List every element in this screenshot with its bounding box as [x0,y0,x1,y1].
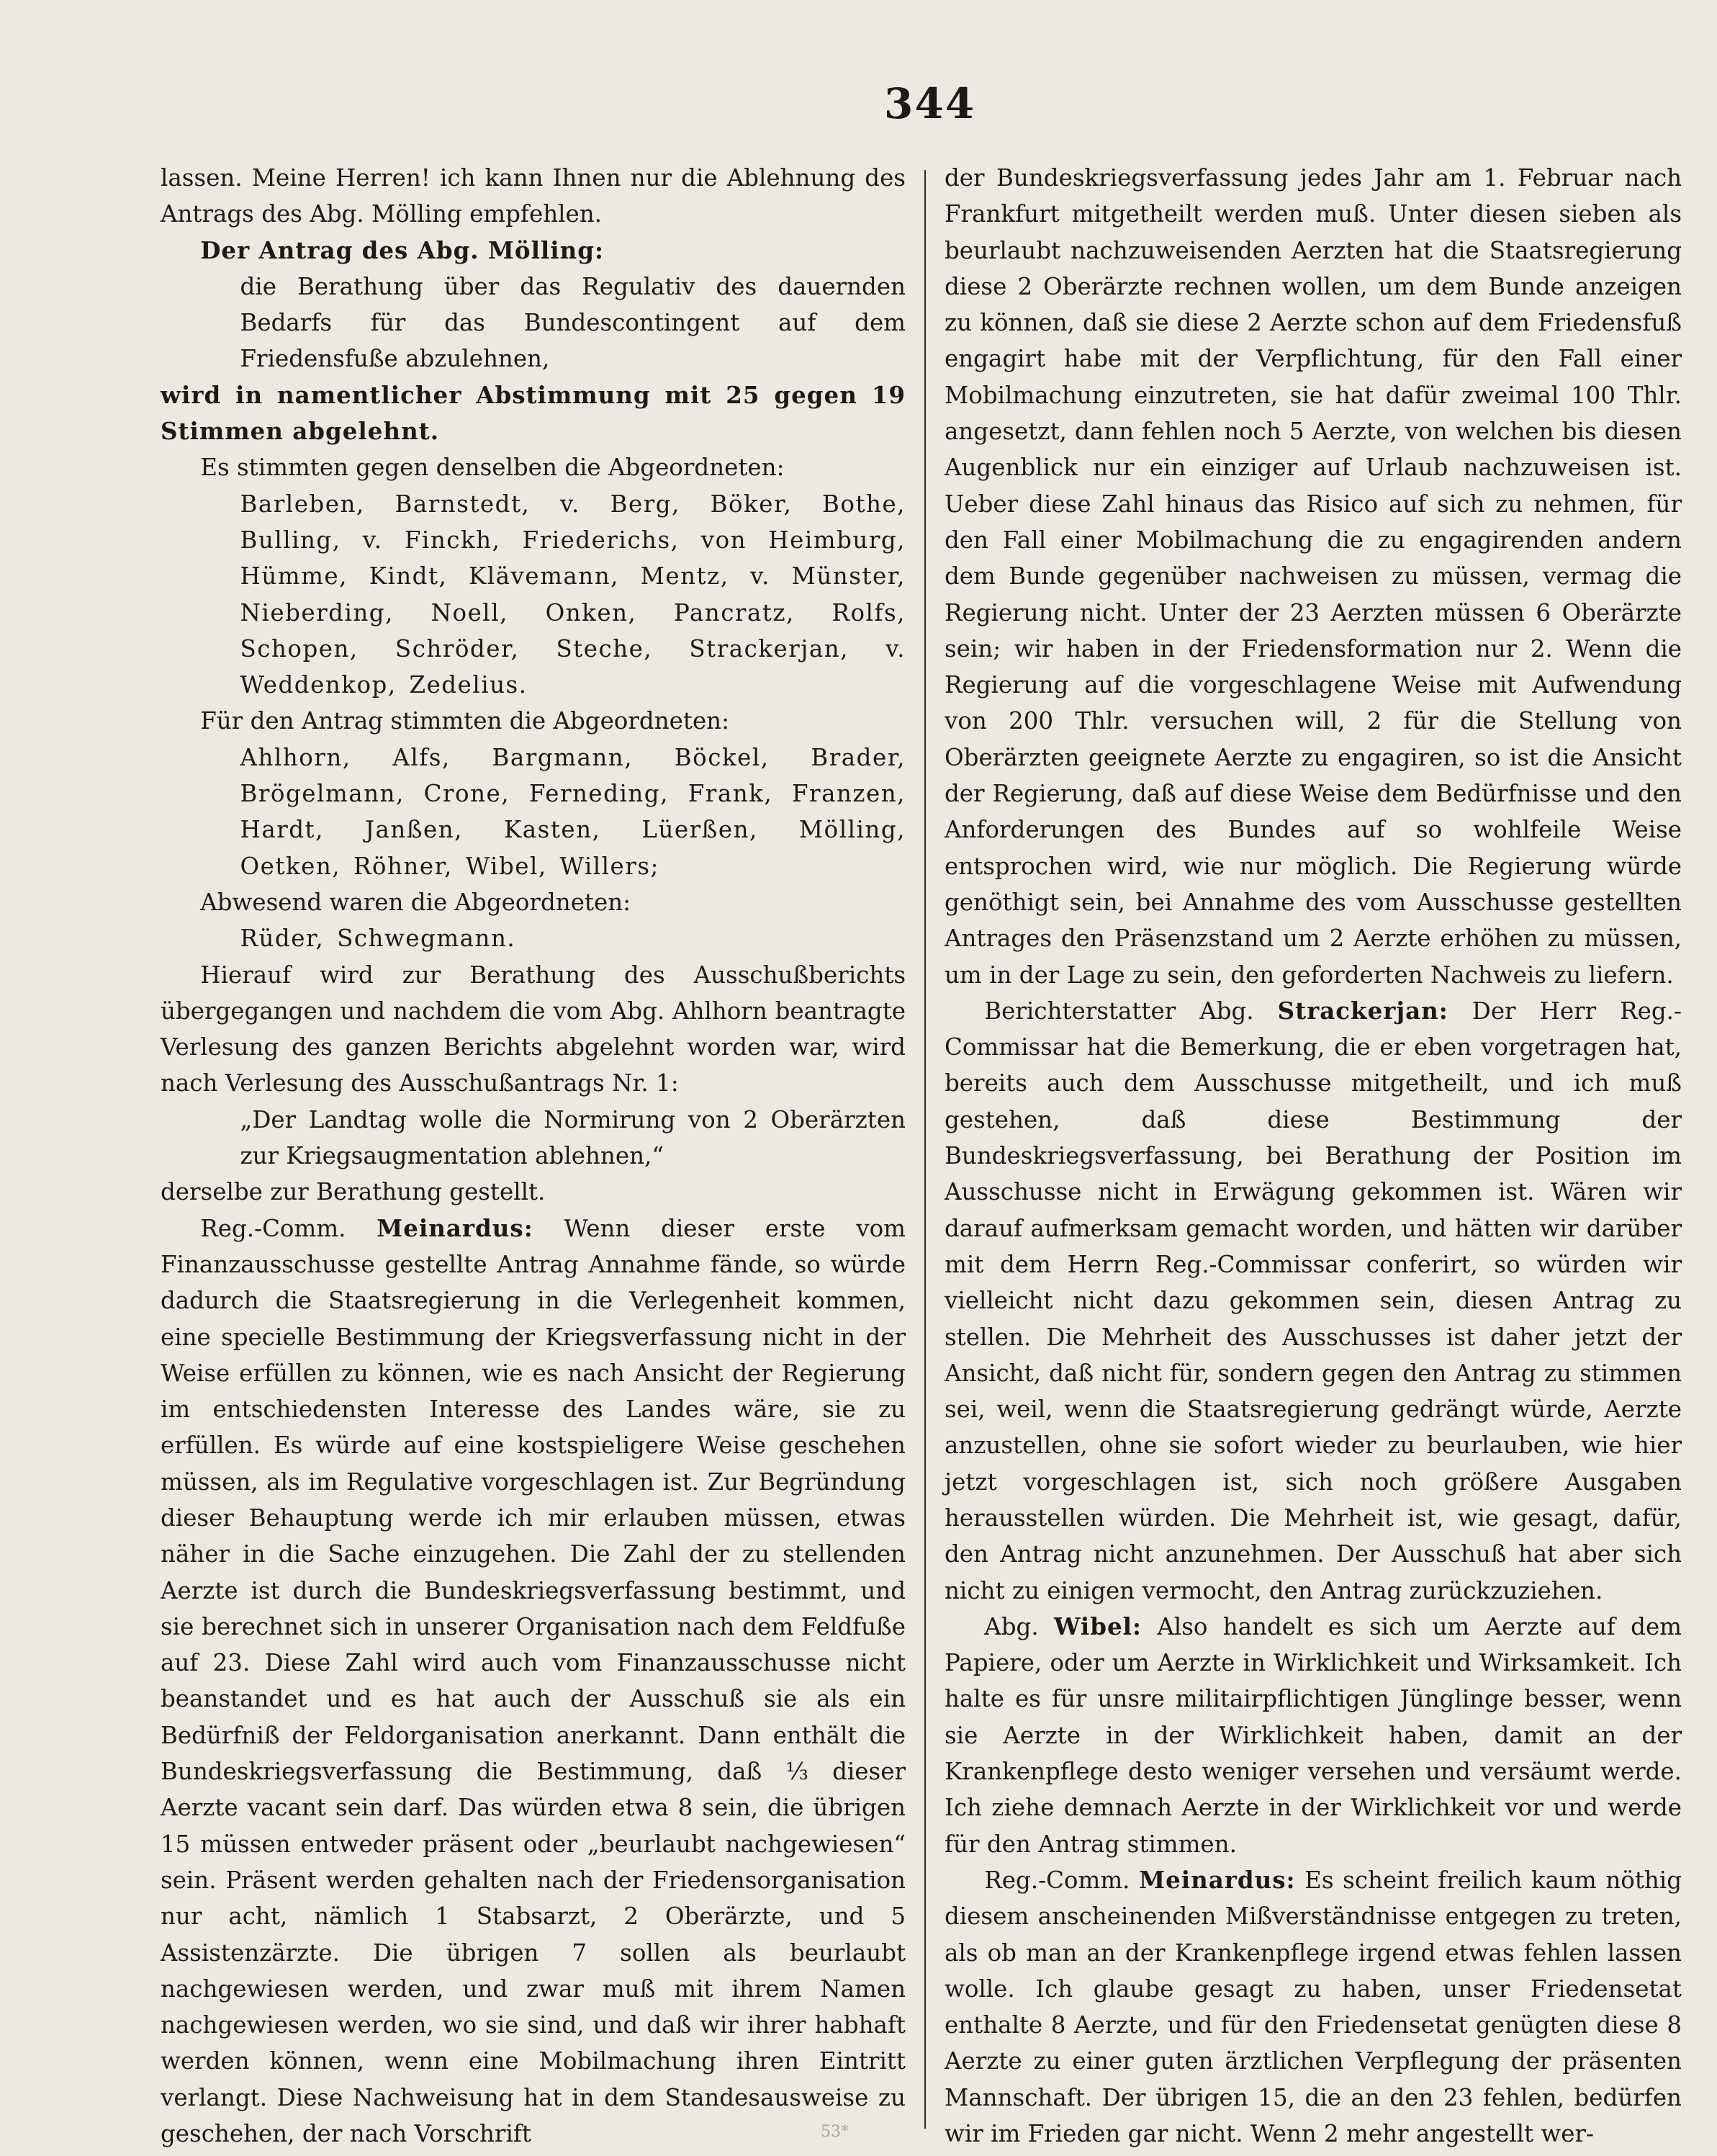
paragraph: Hierauf wird zur Berathung des Ausschußberichts übergegangen und nachdem die vom Abg. Ahlhorn beantragte Verlesung des ganzen Berichts abgelehnt worden war, wird nach Verlesung des Ausschußantrags Nr. 1: [161,961,906,1097]
names-against: Barleben, Barnstedt, v. Berg, Böker, Bothe, Bulling, v. Finckh, Friederichs, von Heimburg, Hümme, Kindt, Klävemann, Mentz, v. Münster, Nieberding, Noell, Onken, Pancratz, Rolfs, Schopen, Schröder, Steche, Strackerjan, v. Weddenkop, Zedelius. [240,490,906,699]
vote-heading-against: Es stimmten gegen denselben die Abgeordneten: [200,454,785,482]
paragraph: derselbe zur Berathung gestellt. [161,1178,546,1206]
speaker-prefix: Berichterstatter Abg. [984,997,1254,1025]
signature-mark: 53* [821,2123,849,2141]
speech [161,1210,906,2152]
left-column [161,160,906,2152]
speaker-name: Wibel: [1053,1612,1143,1640]
speaker-prefix: Reg.-Comm. [984,1866,1130,1894]
speech-text: Es scheint freilich kaum nöthig diesem anscheinenden Mißverständnisse entgegen zu treten, als ob man an der Krankenpflege irgend etwas fehlen lassen wolle. Ich glaube gesagt zu haben, unser Friedensetat enthalte 8 Aerzte, und für den Friedensetat genügten diese 8 Aerzte zu einer guten ärztlichen Verpflegung der präsenten Mannschaft. Der übrigen 15, die an den 23 fehlen, bedürfen wir im Frieden gar nicht. Wenn 2 mehr angestellt wer- [945,1866,1682,2148]
speaker-prefix: Abg. [984,1612,1039,1640]
speaker-name: Meinardus: [377,1213,533,1242]
names-absent: Rüder, Schwegmann. [240,925,516,953]
page-number: 344 [884,79,976,128]
vote-result: wird in namentlicher Abstimmung mit 25 gegen 19 Stimmen abgelehnt. [161,380,906,446]
speech-text: Also handelt es sich um Aerzte auf dem Papiere, oder um Aerzte in Wirklichkeit und Wirksamkeit. Ich halte es für unsre militairpflichtigen Jünglinge besser, wenn sie Aerzte in der Wirklichkeit haben, damit an der Krankenpflege desto weniger versehen und versäumt werde. Ich ziehe demnach Aerzte in der Wirklichkeit vor und werde für den Antrag stimmen. [945,1612,1682,1858]
names-for: Ahlhorn, Alfs, Bargmann, Böckel, Brader, Brögelmann, Crone, Ferneding, Frank, Franzen, Hardt, Janßen, Kasten, Lüerßen, Mölling, Oetken, Röhner, Wibel, Willers; [240,743,906,880]
speech [945,1862,1682,2152]
right-column [945,160,1682,2152]
speech [945,1609,1682,1862]
speech-text: Wenn dieser erste vom Finanzausschusse gestellte Antrag Annahme fände, so würde dadurch die Staatsregierung in die Verlegenheit kommen, eine specielle Bestimmung der Kriegsverfassung nicht in der Weise erfüllen zu können, wie es nach Ansicht der Regierung im entschiedensten Interesse des Landes wäre, sie zu erfüllen. Es würde auf eine kostspieligere Weise geschehen müssen, als im Regulative vorgeschlagen ist. Zur Begründung dieser Behauptung werde ich mir erlauben müssen, etwas näher in die Sache einzugehen. Die Zahl der zu stellenden Aerzte ist durch die Bundeskriegsverfassung bestimmt, und sie berechnet sich in unserer Organisation nach dem Feldfuße auf 23. Diese Zahl wird auch vom Finanzausschusse nicht beanstandet und es hat auch der Ausschuß sie als ein Bedürfniß der Feldorganisation anerkannt. Dann enthält die Bundeskriegsverfassung die Bestimmung, daß ⅓ dieser Aerzte vacant sein darf. Das würden etwa 8 sein, die übrigen 15 müssen entweder präsent oder „beurlaubt nachgewiesen“ sein. Präsent werden gehalten nach der Friedensorganisation nur acht, nämlich 1 Stabsarzt, 2 Oberärzte, und 5 Assistenzärzte. Die übrigen 7 sollen als beurlaubt nachgewiesen werden, und zwar muß mit ihrem Namen nachgewiesen werden, wo sie sind, und daß wir ihrer habhaft werden können, wenn eine Mobilmachung ihren Eintritt verlangt. Diese Nachweisung hat in dem Standesausweise zu geschehen, der nach Vorschrift [161,1214,906,2148]
motion-heading: Der Antrag des Abg. Mölling: [200,235,604,264]
committee-motion: „Der Landtag wolle die Normirung von 2 Oberärzten zur Kriegsaugmentation ablehnen,“ [240,1105,906,1170]
absent-heading: Abwesend waren die Abgeordneten: [200,888,631,916]
speaker-prefix: Reg.-Comm. [200,1214,346,1242]
column-divider [924,170,926,2129]
paragraph: der Bundeskriegsverfassung jedes Jahr am 1. Februar nach Frankfurt mitgetheilt werden muß. Unter diesen sieben als beurlaubt nachzuweisenden Aerzten hat die Staatsregierung diese 2 Oberärzte rechnen wollen, um dem Bunde anzeigen zu können, daß sie diese 2 Aerzte schon auf dem Friedensfuß engagirt habe mit der Verpflichtung, für den Fall einer Mobilmachung einzutreten, sie hat dafür zweimal 100 Thlr. angesetzt, dann fehlen noch 5 Aerzte, von welchen bis diesen Augenblick nur ein einziger auf Urlaub nachzuweisen ist. Ueber diese Zahl hinaus das Risico auf sich zu nehmen, für den Fall einer Mobilmachung die zu engagirenden andern dem Bunde gegenüber nachweisen zu müssen, vermag die Regierung nicht. Unter der 23 Aerzten müssen 6 Oberärzte sein; wir haben in der Friedensformation nur 2. Wenn die Regierung auf die vorgeschlagene Weise mit Aufwendung von 200 Thlr. versuchen will, 2 für die Stellung von Oberärzten geeignete Aerzte zu engagiren, so ist die Ansicht der Regierung, daß auf diese Weise dem Bedürfnisse und den Anforderungen des Bundes auf so wohlfeile Weise entsprochen wird, wie nur möglich. Die Regierung würde genöthigt sein, bei Annahme des vom Ausschusse gestellten Antrages den Präsenzstand um 2 Aerzte erhöhen zu müssen, um in der Lage zu sein, den geforderten Nachweis zu liefern. [945,164,1682,989]
paragraph: lassen. Meine Herren! ich kann Ihnen nur die Ablehnung des Antrags des Abg. Mölling empfehlen. [161,164,906,228]
speaker-name: Meinardus: [1139,1865,1296,1894]
speech [945,993,1682,1609]
speaker-name: Strackerjan: [1277,996,1448,1025]
vote-heading-for: Für den Antrag stimmten die Abgeordneten: [200,707,730,735]
motion-text: die Berathung über das Regulativ des dauernden Bedarfs für das Bundescontingent auf dem Friedensfuße abzulehnen, [240,272,906,373]
speech-text: Der Herr Reg.-Commissar hat die Bemerkung, die er eben vorgetragen hat, bereits auch dem Ausschusse mitgetheilt, und ich muß gestehen, daß diese Bestimmung der Bundeskriegsverfassung, bei Berathung der Position im Ausschusse nicht in Erwägung gekommen ist. Wären wir darauf aufmerksam gemacht worden, und hätten wir darüber mit dem Herrn Reg.-Commissar conferirt, so würden wir vielleicht nicht dazu gekommen sein, diesen Antrag zu stellen. Die Mehrheit des Ausschusses ist daher jetzt der Ansicht, daß nicht für, sondern gegen den Antrag zu stimmen sei, weil, wenn die Staatsregierung gedrängt würde, Aerzte anzustellen, ohne sie sofort wieder zu beurlauben, wie hier jetzt vorgeschlagen ist, sich noch größere Ausgaben herausstellen würden. Die Mehrheit ist, wie gesagt, dafür, den Antrag nicht anzunehmen. Der Ausschuß hat aber sich nicht zu einigen vermocht, den Antrag zurückzuziehen. [945,997,1682,1604]
